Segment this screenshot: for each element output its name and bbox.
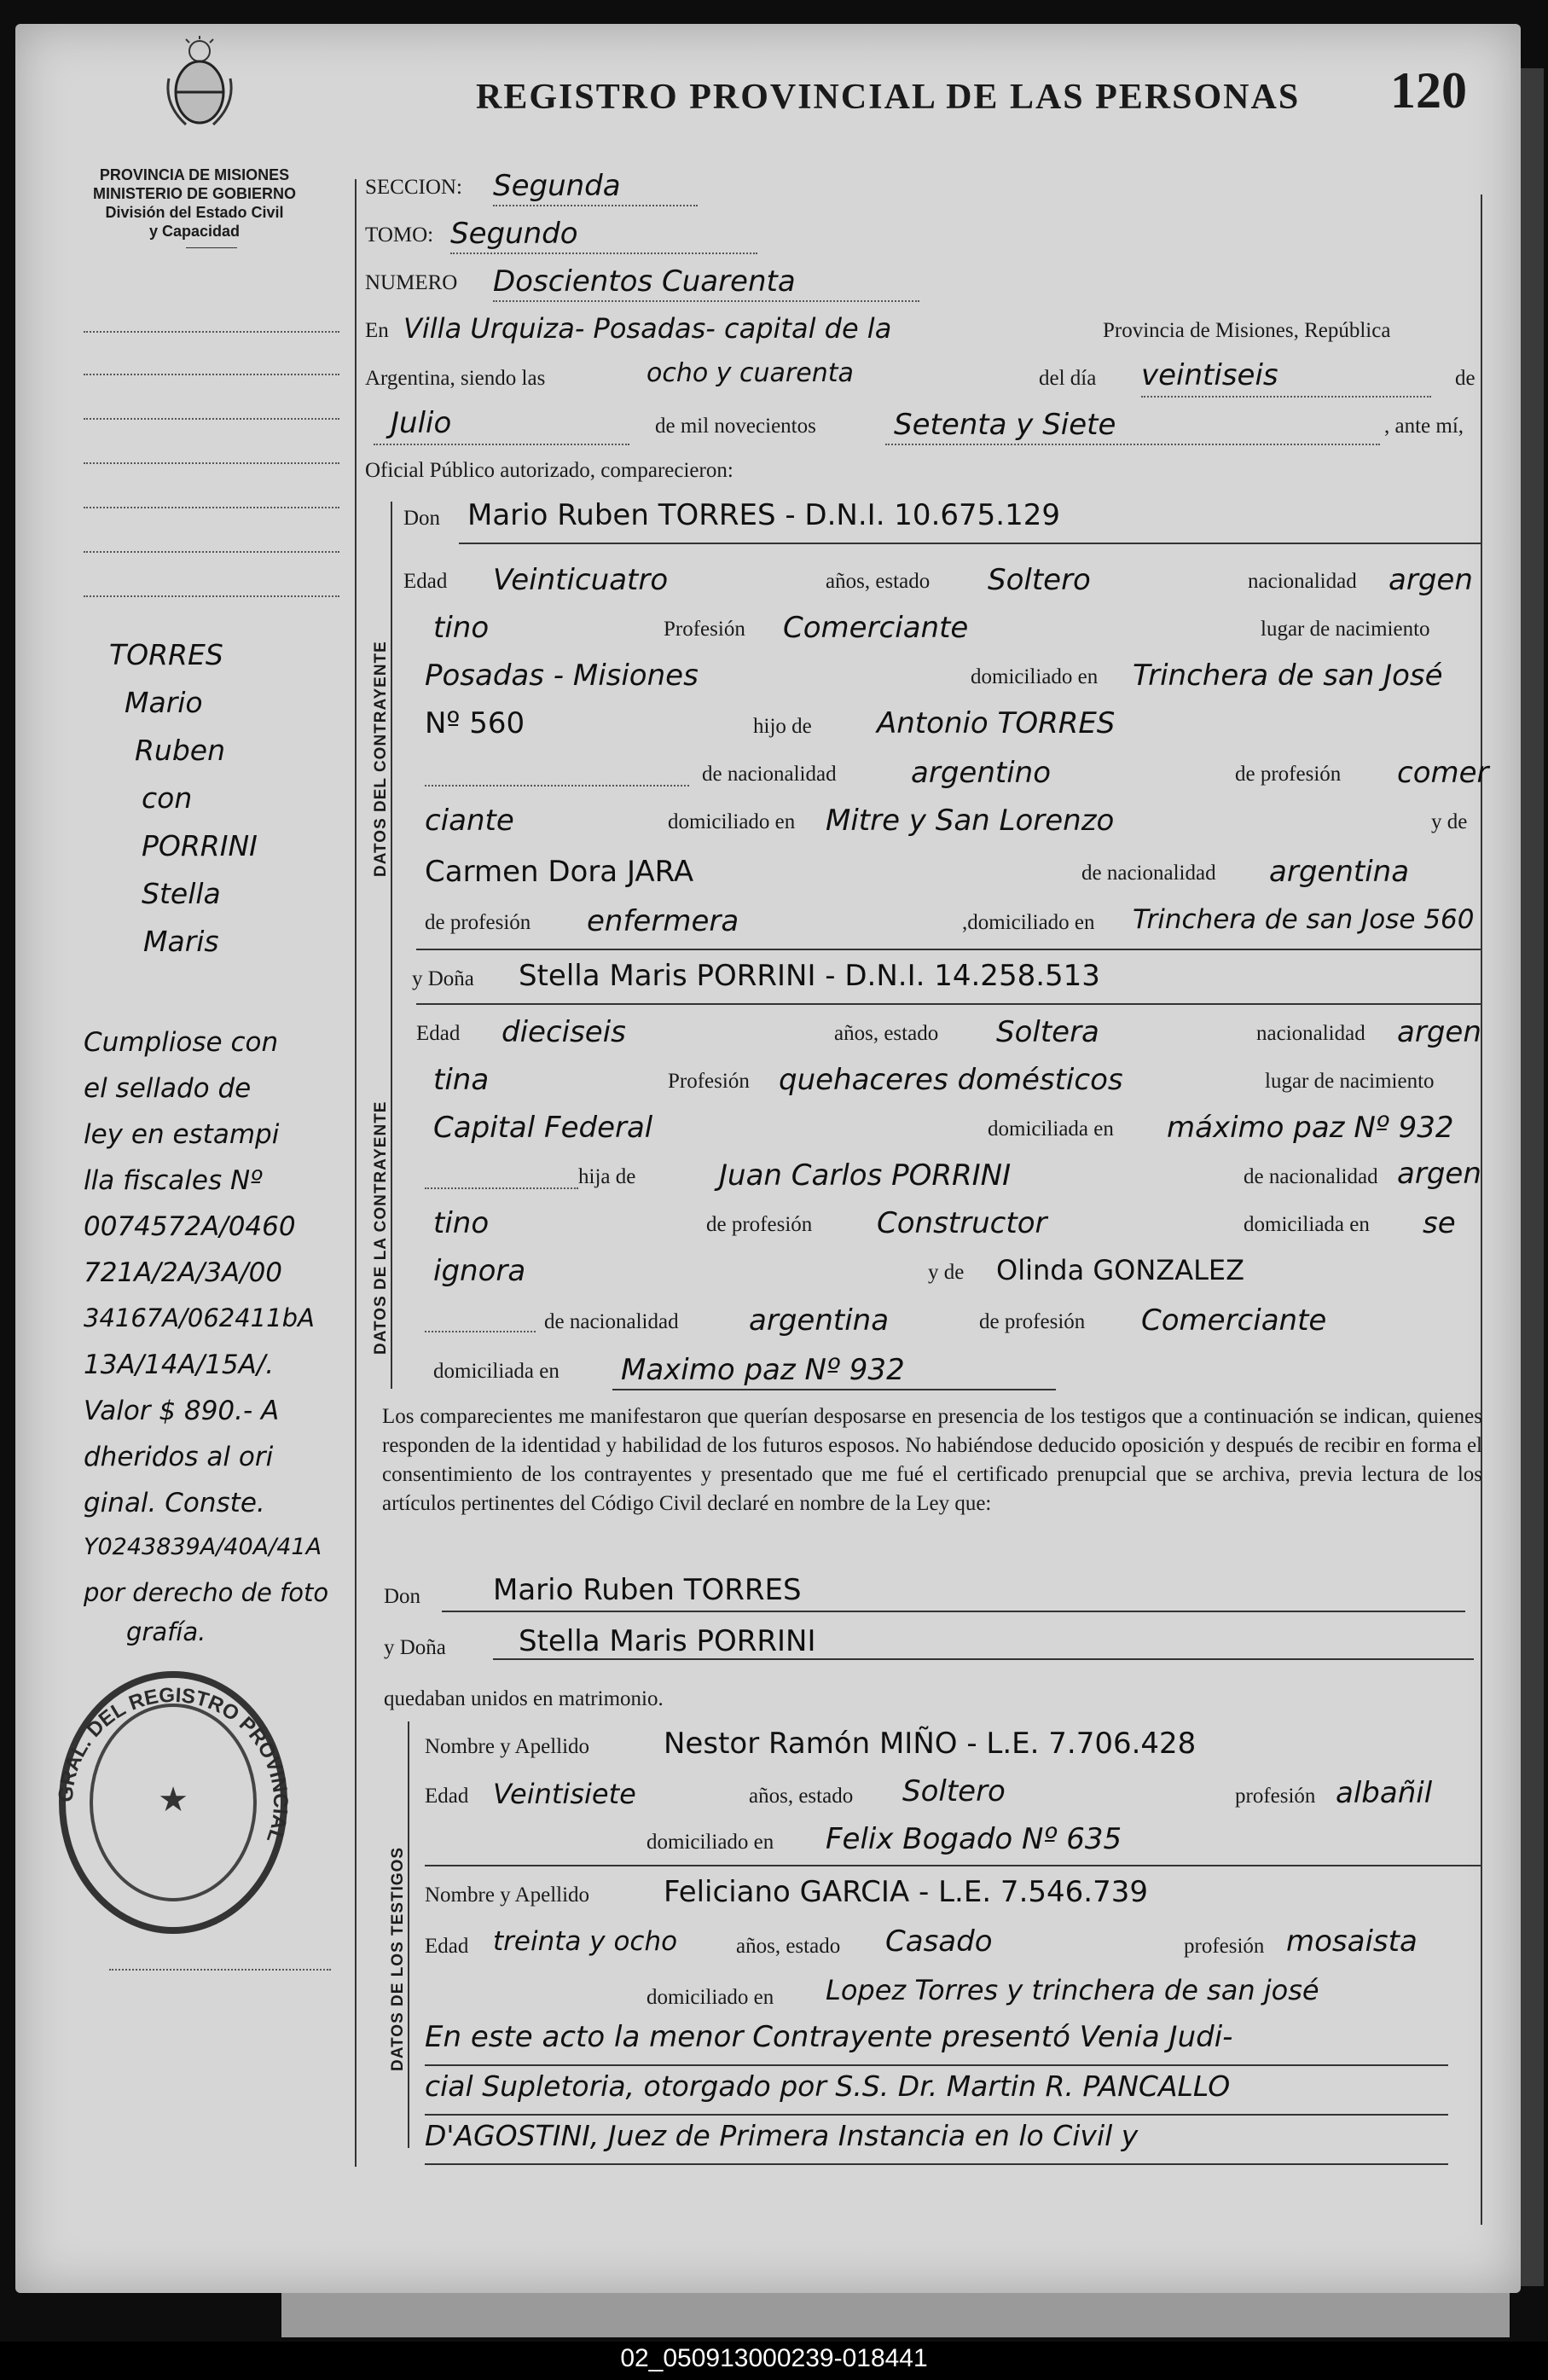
t2-prof: mosaista xyxy=(1286,1924,1418,1959)
form-margin-line xyxy=(355,179,357,2167)
wife-name: Stella Maris PORRINI xyxy=(519,1624,816,1658)
hija-label: hija de xyxy=(578,1165,636,1188)
margin-rule xyxy=(84,418,339,420)
field-line xyxy=(425,785,689,787)
madre-dom-label: domiciliada en xyxy=(433,1360,559,1383)
padre-dom-label: domiciliado en xyxy=(668,810,796,833)
estado-value: Soltero xyxy=(988,563,1091,597)
field-line xyxy=(459,543,1482,544)
margin-rule xyxy=(84,551,339,553)
margin-rule xyxy=(84,331,339,333)
profesion-value: Comerciante xyxy=(783,611,969,645)
padre-nac-value: argen xyxy=(1397,1157,1481,1191)
margin-note-line: dheridos al ori xyxy=(84,1442,274,1472)
padre-nac-cont: tino xyxy=(433,1206,490,1240)
madre-nac-value: argentina xyxy=(1269,855,1410,889)
declaration-paragraph: Los comparecientes me manifestaron que querían desposarse en presencia de los testigos que a continuación se indican, quienes responden de la identidad y habilidad de los futuros esposos. No habiéndose deducido oposición y después de recibir en forma el consentimiento de los contrayentes y presentado que me fué el certificado prenupcial que se archiva, previa lectura de los artículos pertinentes del Código Civil declaré en nombre de la Ley que: xyxy=(382,1405,1482,1515)
profesion-label: Profesión xyxy=(664,618,745,641)
madre-dom-label: ,domiciliado en xyxy=(962,911,1095,934)
margin-note-line: grafía. xyxy=(126,1617,206,1646)
de-prof-label: de profesión xyxy=(706,1213,813,1236)
padre-prof-value: Constructor xyxy=(877,1206,1047,1240)
field-line xyxy=(450,253,757,254)
lugar-nac-label: lugar de nacimiento xyxy=(1265,1070,1435,1093)
margin-note-line: el sellado de xyxy=(84,1073,252,1104)
en-label: En xyxy=(365,319,389,342)
margin-surname: TORRES xyxy=(109,638,223,671)
margin-note-line: Y0243839A/40A/41A xyxy=(84,1534,322,1560)
padre-dom-value: se xyxy=(1423,1206,1456,1240)
t2-name-label: Nombre y Apellido xyxy=(425,1884,590,1907)
field-line xyxy=(493,300,919,302)
note-rule xyxy=(425,2114,1448,2116)
margin-rule xyxy=(84,595,339,597)
testigos-side-label: DATOS DE LOS TESTIGOS xyxy=(389,1846,407,2071)
field-line xyxy=(374,444,629,445)
margin-rule xyxy=(84,462,339,464)
institution-block xyxy=(67,165,322,241)
edad-value: dieciseis xyxy=(502,1015,626,1049)
divider xyxy=(186,247,237,248)
margin-note-line: Valor $ 890.- A xyxy=(84,1396,280,1426)
margin-surname: PORRINI xyxy=(142,829,258,862)
estado-value: Soltera xyxy=(996,1015,1099,1049)
section-line xyxy=(425,1865,1482,1866)
margin-note-line: por derecho de foto xyxy=(84,1578,329,1607)
section-line xyxy=(416,949,1482,950)
field-line xyxy=(425,1187,578,1189)
quedaban-text: quedaban unidos en matrimonio. xyxy=(384,1687,664,1710)
domicilio-value: Trinchera de san José xyxy=(1133,659,1443,693)
margin-name: Stella xyxy=(142,877,221,910)
margin-rule xyxy=(109,1969,331,1971)
don-label: Don xyxy=(384,1585,421,1608)
next-page-edge xyxy=(281,2286,1510,2337)
nac-value-cont: tina xyxy=(433,1063,490,1097)
padre-prof-value: comer xyxy=(1397,756,1489,790)
madre-nac-label: de nacionalidad xyxy=(544,1310,679,1333)
de-nac-label: de nacionalidad xyxy=(702,763,837,786)
madre-dom-value: Maximo paz Nº 932 xyxy=(621,1353,905,1387)
argentina-text: Argentina, siendo las xyxy=(365,367,546,390)
domicilio-number: Nº 560 xyxy=(425,706,525,740)
t1-name: Nestor Ramón MIÑO - L.E. 7.706.428 xyxy=(664,1727,1197,1761)
contrayenta-name: Stella Maris PORRINI - D.N.I. 14.258.513 xyxy=(519,959,1100,993)
de-prof-label: de profesión xyxy=(1235,763,1342,786)
margin-note-line: 34167A/062411bA xyxy=(84,1303,315,1332)
nac-value-cont: tino xyxy=(433,611,490,645)
madre-name: Carmen Dora JARA xyxy=(425,855,694,889)
edad-label: Edad xyxy=(403,570,448,593)
t1-edad-label: Edad xyxy=(425,1785,469,1808)
estado-label: años, estado xyxy=(826,570,931,593)
profesion-value: quehaceres domésticos xyxy=(779,1063,1123,1097)
nacionalidad-label: nacionalidad xyxy=(1248,570,1357,593)
dona-label: y Doña xyxy=(412,967,474,990)
madre-dom-value: Trinchera de san Jose 560 xyxy=(1133,904,1475,935)
madre-nac-label: de nacionalidad xyxy=(1081,862,1216,885)
margin-note-line: ginal. Conste. xyxy=(84,1488,265,1518)
madre-nac-value: argentina xyxy=(749,1303,890,1338)
t1-name-label: Nombre y Apellido xyxy=(425,1735,590,1758)
lugar-value: Villa Urquiza- Posadas- capital de la xyxy=(403,312,892,345)
seccion-label: SECCION: xyxy=(365,176,462,199)
contrayente-name: Mario Ruben TORRES - D.N.I. 10.675.129 xyxy=(467,498,1060,532)
de-nac-label: de nacionalidad xyxy=(1244,1165,1378,1188)
padre-name: Juan Carlos PORRINI xyxy=(719,1158,1012,1193)
note-line: En este acto la menor Contrayente presentó Venia Judi- xyxy=(425,2020,1233,2054)
margin-note-line: 721A/2A/3A/00 xyxy=(84,1257,283,1288)
t2-name: Feliciano GARCIA - L.E. 7.546.739 xyxy=(664,1875,1148,1909)
note-line: cial Supletoria, otorgado por S.S. Dr. Martin R. PANCALLO xyxy=(425,2069,1231,2103)
page-number: 120 xyxy=(1390,62,1467,119)
field-line xyxy=(493,1658,1474,1660)
seccion-value: Segunda xyxy=(493,169,621,203)
field-line xyxy=(442,1611,1465,1612)
margin-note-line: lla fiscales Nº xyxy=(84,1165,263,1196)
margin-note-line: ley en estampi xyxy=(84,1119,280,1150)
padre-nac-value: argentino xyxy=(911,756,1051,790)
numero-value: Doscientos Cuarenta xyxy=(493,264,796,299)
madre-prof-value: enfermera xyxy=(587,904,739,938)
svg-text:★: ★ xyxy=(158,1780,188,1819)
madre-prof-label: de profesión xyxy=(979,1310,1086,1333)
t2-dom-label: domiciliado en xyxy=(646,1986,774,2009)
edad-label: Edad xyxy=(416,1022,461,1045)
t1-edad: Veintisiete xyxy=(493,1778,636,1810)
mil-label: de mil novecientos xyxy=(655,415,816,438)
margin-name: Mario xyxy=(125,686,203,719)
t1-estado-label: años, estado xyxy=(749,1785,854,1808)
contrayenta-side-label: DATOS DE LA CONTRAYENTE xyxy=(372,1100,390,1355)
field-line xyxy=(612,1389,1056,1390)
margin-note-line: 0074572A/0460 xyxy=(84,1211,296,1242)
ante-label: , ante mí, xyxy=(1384,415,1464,438)
field-line xyxy=(425,1331,536,1332)
padre-dom-cont: ignora xyxy=(433,1254,526,1288)
section-divider xyxy=(408,1721,409,2148)
form-right-line xyxy=(1481,194,1482,2225)
padre-dom-value: Mitre y San Lorenzo xyxy=(826,804,1115,838)
mes-value: Julio xyxy=(391,406,452,440)
de-label: de xyxy=(1455,367,1476,390)
margin-rule xyxy=(84,507,339,508)
nac-value: argen xyxy=(1389,563,1473,597)
field-line xyxy=(493,205,698,206)
domiciliado-label: domiciliado en xyxy=(971,665,1099,688)
t2-dom: Lopez Torres y trinchera de san josé xyxy=(826,1974,1319,2006)
official-seal-stamp xyxy=(41,1662,305,1943)
tomo-label: TOMO: xyxy=(365,223,434,247)
don-label: Don xyxy=(403,507,441,530)
lugar-nac-value: Posadas - Misiones xyxy=(425,659,699,693)
file-identifier: 02_050913000239-018441 xyxy=(620,2344,928,2372)
margin-note-line: Cumpliose con xyxy=(84,1027,279,1058)
padre-dom-label: domiciliada en xyxy=(1244,1213,1370,1236)
padre-prof-cont: ciante xyxy=(425,804,514,838)
t2-estado: Casado xyxy=(885,1924,993,1959)
hora-value: ocho y cuarenta xyxy=(646,358,854,388)
madre-prof-label: de profesión xyxy=(425,911,531,934)
margin-name: Maris xyxy=(143,925,219,958)
y-de-label: y de xyxy=(1431,810,1468,833)
lugar-nac-label: lugar de nacimiento xyxy=(1261,618,1430,641)
margin-note-line: 13A/14A/15A/. xyxy=(84,1350,275,1380)
note-rule xyxy=(425,2163,1448,2165)
t1-prof-label: profesión xyxy=(1235,1785,1316,1808)
margin-rule xyxy=(84,374,339,375)
nac-value: argen xyxy=(1397,1015,1481,1049)
t1-dom: Felix Bogado Nº 635 xyxy=(826,1822,1122,1856)
field-line xyxy=(416,1003,1482,1005)
margin-conj: con xyxy=(142,781,193,815)
madre-prof-value: Comerciante xyxy=(1141,1303,1327,1338)
estado-label: años, estado xyxy=(834,1022,939,1045)
edad-value: Veinticuatro xyxy=(493,563,669,597)
oficial-text: Oficial Público autorizado, comparecieron: xyxy=(365,459,733,482)
field-line xyxy=(885,444,1380,445)
del-dia-label: del día xyxy=(1039,367,1097,390)
t1-estado: Soltero xyxy=(902,1774,1006,1808)
domiciliada-label: domiciliada en xyxy=(988,1117,1114,1141)
svg-text:GRAL. DEL REGISTRO PROVINCIAL xyxy=(55,1684,292,1846)
note-line: D'AGOSTINI, Juez de Primera Instancia en lo Civil y xyxy=(425,2119,1139,2152)
lugar-nac-value: Capital Federal xyxy=(433,1111,653,1145)
field-line xyxy=(1141,396,1431,398)
t1-dom-label: domiciliado en xyxy=(646,1831,774,1854)
nacionalidad-label: nacionalidad xyxy=(1256,1022,1365,1045)
institution-line: División del Estado Civil xyxy=(105,204,284,221)
margin-name: Ruben xyxy=(135,734,226,767)
anio-value: Setenta y Siete xyxy=(894,408,1116,442)
t2-edad: treinta y ocho xyxy=(493,1926,678,1957)
note-rule xyxy=(425,2064,1448,2066)
registry-title: REGISTRO PROVINCIAL DE LAS PERSONAS xyxy=(476,78,1301,117)
coat-of-arms-icon xyxy=(160,36,239,131)
husband-name: Mario Ruben TORRES xyxy=(493,1573,802,1607)
dia-value: veintiseis xyxy=(1141,358,1278,392)
madre-name: Olinda GONZALEZ xyxy=(996,1254,1245,1286)
y-de-label: y de xyxy=(928,1261,965,1284)
tomo-value: Segundo xyxy=(450,217,578,251)
contrayente-side-label: DATOS DEL CONTRAYENTE xyxy=(372,641,390,877)
registry-page xyxy=(15,24,1521,2293)
section-divider xyxy=(391,502,392,1389)
numero-label: NUMERO xyxy=(365,271,458,294)
institution-line: y Capacidad xyxy=(148,223,241,240)
institution-line: PROVINCIA DE MISIONES xyxy=(99,166,290,183)
t2-edad-label: Edad xyxy=(425,1935,469,1958)
t2-prof-label: profesión xyxy=(1184,1935,1265,1958)
t2-estado-label: años, estado xyxy=(736,1935,841,1958)
provincia-text: Provincia de Misiones, República xyxy=(1103,319,1391,342)
profesion-label: Profesión xyxy=(668,1070,750,1093)
t1-prof: albañil xyxy=(1336,1776,1433,1810)
domicilio-value: máximo paz Nº 932 xyxy=(1167,1111,1454,1145)
dona-label: y Doña xyxy=(384,1636,446,1659)
institution-line: MINISTERIO DE GOBIERNO xyxy=(92,185,297,202)
padre-name: Antonio TORRES xyxy=(877,706,1116,740)
seal-text: GRAL. DEL REGISTRO PROVINCIAL xyxy=(54,1683,293,1846)
hijo-label: hijo de xyxy=(753,715,812,738)
